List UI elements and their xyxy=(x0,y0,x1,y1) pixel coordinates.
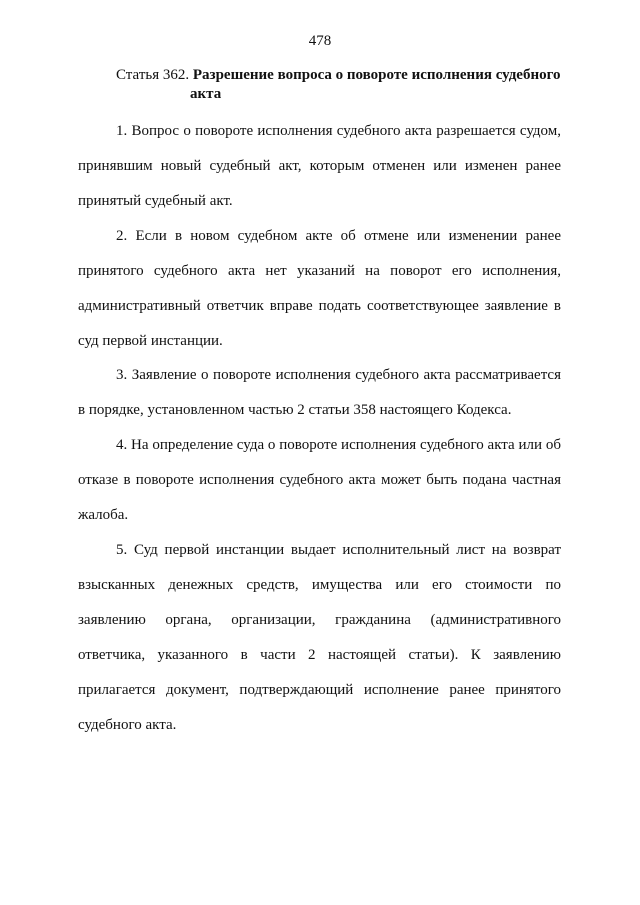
article-number: Статья 362. xyxy=(116,67,190,83)
page-number: 478 xyxy=(308,33,332,49)
paragraph-1: 1. Вопрос о повороте исполнения судебного акта разрешается судом, принявшим новый судебный акт, которым отменен или изменен ранее принятый судебный акт. xyxy=(78,123,561,209)
paragraph-3: 3. Заявление о повороте исполнения судебного акта рассматривается в порядке, установленном частью 2 статьи 358 настоящего Кодекса. xyxy=(78,367,561,418)
paragraph-4: 4. На определение суда о повороте исполнения судебного акта или об отказе в повороте исполнения судебного акта может быть подана частная жалоба. xyxy=(78,437,561,523)
paragraph-2: 2. Если в новом судебном акте об отмене или изменении ранее принятого судебного акта нет указаний на поворот его исполнения, административный ответчик вправе подать соответствующее заявление в суд первой инстанции. xyxy=(78,228,561,349)
article-title-line1: Разрешение вопроса о повороте исполнения судебного xyxy=(192,67,561,83)
paragraph-5: 5. Суд первой инстанции выдает исполнительный лист на возврат взысканных денежных средств, имущества или его стоимости по заявлению органа, организации, гражданина (административного ответчика, указанного в части 2 настоящей статьи). К заявлению прилагается документ, подтверждающий исполнение ранее принятого судебного акта. xyxy=(78,542,561,733)
article-heading xyxy=(116,66,566,104)
article-title-line2: акта xyxy=(190,86,222,102)
